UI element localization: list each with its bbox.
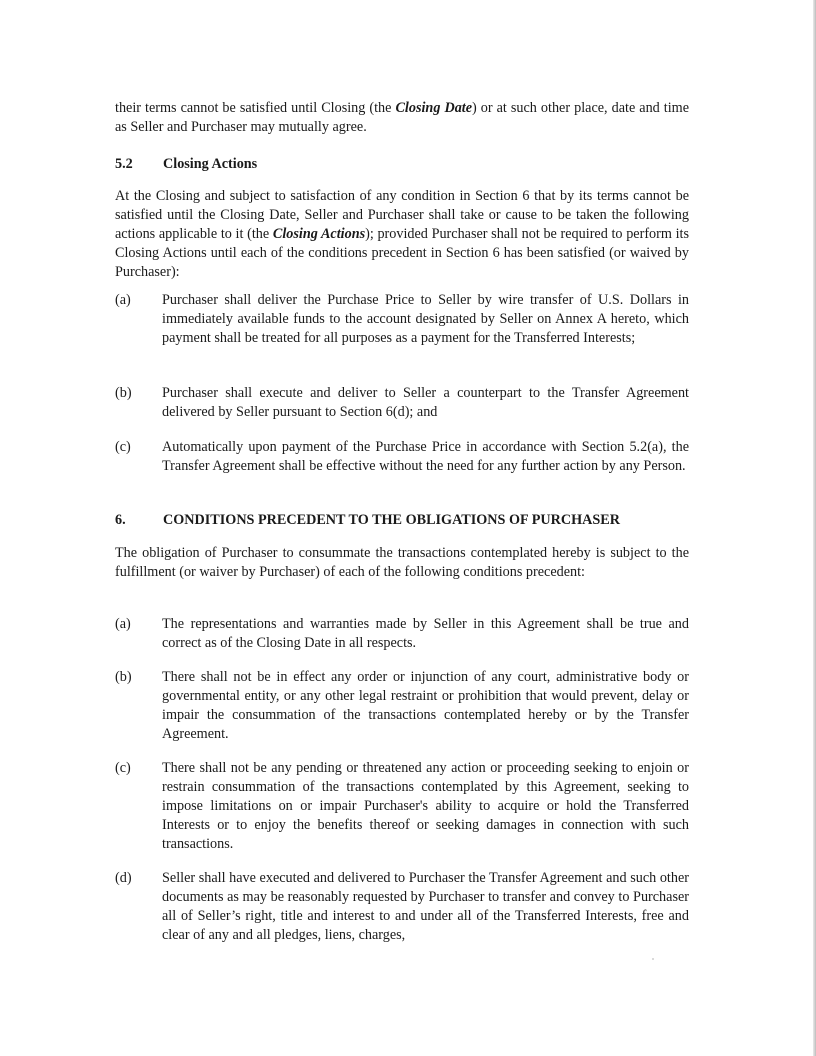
section-5-2-heading xyxy=(115,155,689,174)
list-item xyxy=(115,668,689,744)
item-label: (c) xyxy=(115,760,131,776)
item-text: Seller shall have executed and delivered to Purchaser the Transfer Agreement and such other documents as may be reasonably requested by Purchaser to transfer and convey to Purchaser all of Seller’s right, title and interest to and under all of the Transferred Interests, free and clear of any and all pledges, liens, charges, xyxy=(162,870,689,943)
item-label: (a) xyxy=(115,616,131,632)
item-label: (b) xyxy=(115,385,132,401)
section-number: 6. xyxy=(115,512,126,528)
defined-term-closing-date: Closing Date xyxy=(395,100,473,116)
item-text: The representations and warranties made by Seller in this Agreement shall be true and correct as of the Closing Date in all respects. xyxy=(162,616,689,651)
intro-text-before: their terms cannot be satisfied until Closing (the xyxy=(115,100,396,116)
item-label: (b) xyxy=(115,669,132,685)
intro-paragraph xyxy=(115,99,689,137)
intro-text-after: ) or at such other place, date and time as Seller and Purchaser may mutually agree. xyxy=(115,100,690,135)
item-label: (d) xyxy=(115,870,132,886)
section-5-2-paragraph xyxy=(115,187,689,282)
section-6-heading xyxy=(115,511,689,530)
list-item xyxy=(115,291,689,348)
section-title: Closing Actions xyxy=(163,156,258,172)
defined-term-closing-actions: Closing Actions xyxy=(272,226,366,242)
list-item xyxy=(115,615,689,653)
item-text: Purchaser shall deliver the Purchase Price to Seller by wire transfer of U.S. Dollars in immediately available funds to the account designated by Seller on Annex A hereto, which payment shall be treated for all purposes as a payment for the Transferred Interests; xyxy=(162,292,689,346)
section-title: CONDITIONS PRECEDENT TO THE OBLIGATIONS OF PURCHASER xyxy=(163,512,620,528)
list-item xyxy=(115,759,689,854)
item-text: Purchaser shall execute and deliver to Seller a counterpart to the Transfer Agreement delivered by Seller pursuant to Section 6(d); and xyxy=(162,385,689,420)
item-text: There shall not be in effect any order or injunction of any court, administrative body or governmental entity, or any other legal restraint or prohibition that would prevent, delay or impair the consummation of the transactions contemplated hereby or by the Transfer Agreement. xyxy=(162,669,689,742)
section-number: 5.2 xyxy=(115,156,133,172)
section-6-paragraph: The obligation of Purchaser to consummate the transactions contemplated hereby is subject to the fulfillment (or waiver by Purchaser) of each of the following conditions precedent: xyxy=(115,545,689,580)
para-text-before: At the Closing and subject to satisfaction of any condition in Section 6 that by its terms cannot be satisfied until the Closing Date, Seller and Purchaser shall take or cause to be taken the following actions applicable to it (the xyxy=(115,188,689,242)
scan-speck xyxy=(652,958,654,960)
list-item xyxy=(115,384,689,422)
item-text: Automatically upon payment of the Purchase Price in accordance with Section 5.2(a), the Transfer Agreement shall be effective without the need for any further action by any Person. xyxy=(162,439,689,474)
item-text: There shall not be any pending or threatened any action or proceeding seeking to enjoin or restrain consummation of the transactions contemplated by this Agreement, seeking to impose limitations on or impair Purchaser's ability to acquire or hold the Transferred Interests or to enjoy the benefits thereof or seeking damages in connection with such transactions. xyxy=(162,760,689,852)
para-text-after: ); provided Purchaser shall not be required to perform its Closing Actions until each of the conditions precedent in Section 6 has been satisfied (or waived by Purchaser): xyxy=(115,226,689,280)
list-item xyxy=(115,869,689,945)
item-label: (c) xyxy=(115,439,131,455)
item-label: (a) xyxy=(115,292,131,308)
list-item xyxy=(115,438,689,476)
